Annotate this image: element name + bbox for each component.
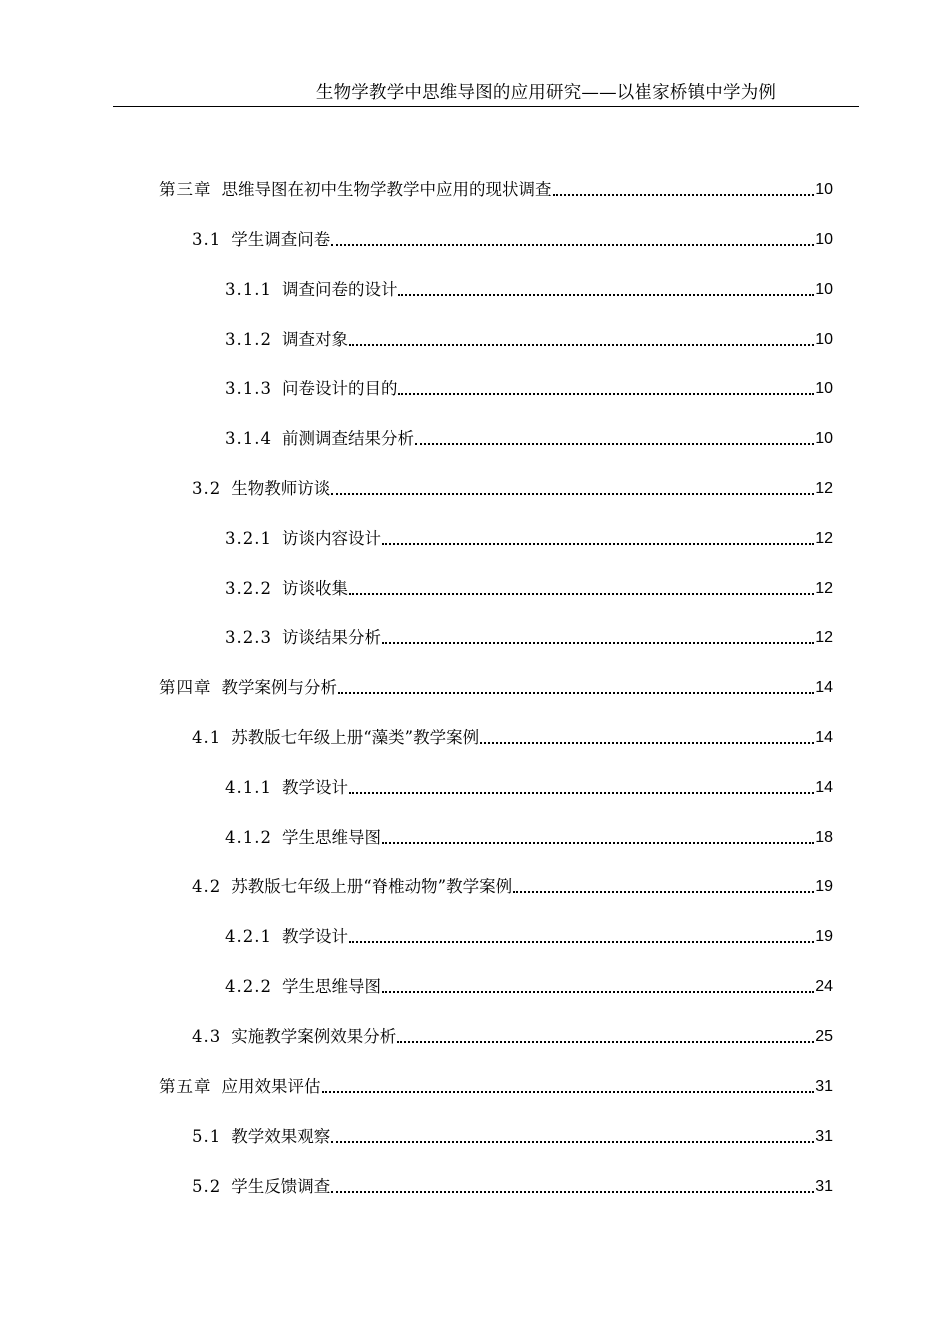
toc-entry-number: 3.2.2	[225, 579, 272, 598]
toc-entry-title	[192, 1026, 396, 1048]
toc-entry-text: 苏教版七年级上册“脊椎动物”教学案例	[231, 877, 513, 896]
toc-entry[interactable]	[225, 376, 833, 400]
toc-entry-text: 教学效果观察	[231, 1127, 331, 1146]
toc-dot-leader	[415, 442, 814, 445]
toc-entry-text: 学生思维导图	[281, 977, 381, 996]
toc-entry-number: 3.1.3	[225, 379, 272, 398]
toc-entry-text: 应用效果评估	[221, 1077, 321, 1096]
toc-page-number: 31	[815, 1128, 833, 1145]
toc-entry-number: 3.1.4	[225, 429, 272, 448]
toc-dot-leader	[331, 1140, 814, 1143]
toc-page-number: 12	[815, 530, 833, 547]
toc-entry-text: 教学案例与分析	[221, 678, 337, 697]
toc-entry-text: 生物教师访谈	[231, 479, 331, 498]
toc-page-number: 12	[815, 629, 833, 646]
toc-dot-leader	[338, 691, 814, 694]
toc-dot-leader	[398, 392, 814, 395]
toc-entry-number: 3.2.3	[225, 628, 272, 647]
toc-entry-number: 4.1.1	[225, 778, 272, 797]
toc-page-number: 25	[815, 1028, 833, 1045]
toc-page-number: 10	[815, 430, 833, 447]
toc-entry[interactable]	[225, 277, 833, 301]
toc-dot-leader	[349, 791, 814, 794]
toc-entry[interactable]	[192, 1124, 833, 1148]
toc-entry-number: 5.2	[192, 1177, 222, 1196]
toc-entry-number: 4.1	[192, 728, 222, 747]
toc-entry-title	[225, 976, 381, 998]
toc-entry-text: 实施教学案例效果分析	[231, 1027, 397, 1046]
running-header-title: 生物学教学中思维导图的应用研究——以崔家桥镇中学为例	[315, 83, 777, 103]
toc-entry-title	[225, 428, 414, 450]
toc-entry-number: 4.2.1	[225, 927, 272, 946]
toc-entry[interactable]	[225, 327, 833, 351]
toc-entry-title	[192, 1126, 330, 1148]
toc-entry-title	[192, 727, 479, 749]
toc-entry-text: 学生思维导图	[281, 828, 381, 847]
toc-page-number: 14	[815, 679, 833, 696]
toc-page-number: 18	[815, 829, 833, 846]
toc-entry-title	[159, 1076, 321, 1098]
toc-entry-title	[225, 777, 348, 799]
toc-page-number: 10	[815, 331, 833, 348]
toc-entry-number: 第五章	[159, 1077, 212, 1096]
toc-page-number: 24	[815, 978, 833, 995]
toc-entry-number: 4.1.2	[225, 828, 272, 847]
toc-entry-number: 3.1.2	[225, 330, 272, 349]
toc-entry-title	[192, 229, 330, 251]
toc-entry-text: 思维导图在初中生物学教学中应用的现状调查	[221, 180, 552, 199]
toc-entry-title	[159, 677, 337, 699]
toc-dot-leader	[480, 741, 814, 744]
toc-entry[interactable]	[225, 974, 833, 998]
toc-dot-leader	[513, 890, 814, 893]
toc-dot-leader	[349, 940, 814, 943]
toc-entry[interactable]	[192, 227, 833, 251]
toc-entry-number: 5.1	[192, 1127, 222, 1146]
toc-entry[interactable]	[225, 825, 833, 849]
toc-entry-number: 3.1	[192, 230, 222, 249]
toc-dot-leader	[397, 1040, 814, 1043]
toc-entry-number: 第四章	[159, 678, 212, 697]
toc-dot-leader	[382, 990, 814, 993]
toc-dot-leader	[398, 293, 814, 296]
toc-entry-text: 访谈结果分析	[281, 628, 381, 647]
toc-entry-number: 3.1.1	[225, 280, 272, 299]
toc-dot-leader	[553, 193, 815, 196]
toc-entry-text: 调查问卷的设计	[281, 280, 398, 299]
toc-entry-number: 4.2.2	[225, 977, 272, 996]
toc-entry-title	[225, 627, 381, 649]
toc-entry-text: 调查对象	[281, 330, 348, 349]
toc-entry-title	[225, 378, 397, 400]
toc-entry-number: 3.2.1	[225, 529, 272, 548]
toc-page-number: 31	[815, 1078, 833, 1095]
toc-entry[interactable]	[159, 1074, 833, 1098]
toc-entry-text: 访谈收集	[281, 579, 348, 598]
toc-entry[interactable]	[159, 177, 833, 201]
toc-dot-leader	[331, 1190, 814, 1193]
toc-entry-number: 3.2	[192, 479, 222, 498]
toc-entry-text: 前测调查结果分析	[281, 429, 414, 448]
toc-entry-title	[225, 578, 348, 600]
toc-entry-title	[192, 478, 330, 500]
toc-entry[interactable]	[225, 625, 833, 649]
toc-entry-text: 访谈内容设计	[281, 529, 381, 548]
toc-entry-number: 4.2	[192, 877, 222, 896]
toc-entry[interactable]	[192, 1024, 833, 1048]
toc-page-number: 14	[815, 779, 833, 796]
toc-dot-leader	[382, 542, 814, 545]
toc-entry-number: 第三章	[159, 180, 212, 199]
toc-entry-title	[225, 329, 348, 351]
toc-dot-leader	[331, 492, 814, 495]
toc-entry-title	[225, 279, 397, 301]
toc-page-number: 10	[815, 281, 833, 298]
toc-entry[interactable]	[192, 725, 833, 749]
toc-entry-text: 学生调查问卷	[231, 230, 331, 249]
toc-entry[interactable]	[192, 874, 833, 898]
toc-entry[interactable]	[225, 426, 833, 450]
toc-entry-title	[192, 1176, 330, 1198]
toc-entry[interactable]	[159, 675, 833, 699]
toc-entry-title	[225, 827, 381, 849]
toc-entry-text: 问卷设计的目的	[281, 379, 398, 398]
toc-dot-leader	[331, 243, 814, 246]
toc-entry-title	[159, 179, 552, 201]
toc-entry[interactable]	[225, 775, 833, 799]
toc-dot-leader	[382, 841, 814, 844]
toc-entry[interactable]	[192, 476, 833, 500]
toc-entry[interactable]	[225, 576, 833, 600]
toc-dot-leader	[322, 1090, 815, 1093]
toc-entry-number: 4.3	[192, 1027, 222, 1046]
toc-entry[interactable]	[192, 1174, 833, 1198]
toc-dot-leader	[349, 343, 814, 346]
toc-page-number: 12	[815, 480, 833, 497]
toc-entry[interactable]	[225, 526, 833, 550]
toc-dot-leader	[382, 641, 814, 644]
toc-page-number: 31	[815, 1178, 833, 1195]
toc-page-number: 19	[815, 878, 833, 895]
toc-entry-text: 学生反馈调查	[231, 1177, 331, 1196]
toc-entry-text: 苏教版七年级上册“藻类”教学案例	[231, 728, 480, 747]
toc-entry-title	[192, 876, 512, 898]
toc-entry-title	[225, 528, 381, 550]
toc-entry[interactable]	[225, 924, 833, 948]
toc-page-number: 14	[815, 729, 833, 746]
toc-page-number: 12	[815, 580, 833, 597]
toc-page-number: 10	[815, 181, 833, 198]
toc-page-number: 10	[815, 231, 833, 248]
toc-entry-text: 教学设计	[281, 778, 348, 797]
toc-entry-text: 教学设计	[281, 927, 348, 946]
toc-page-number: 19	[815, 928, 833, 945]
toc-dot-leader	[349, 592, 814, 595]
toc-page-number: 10	[815, 380, 833, 397]
toc-entry-title	[225, 926, 348, 948]
